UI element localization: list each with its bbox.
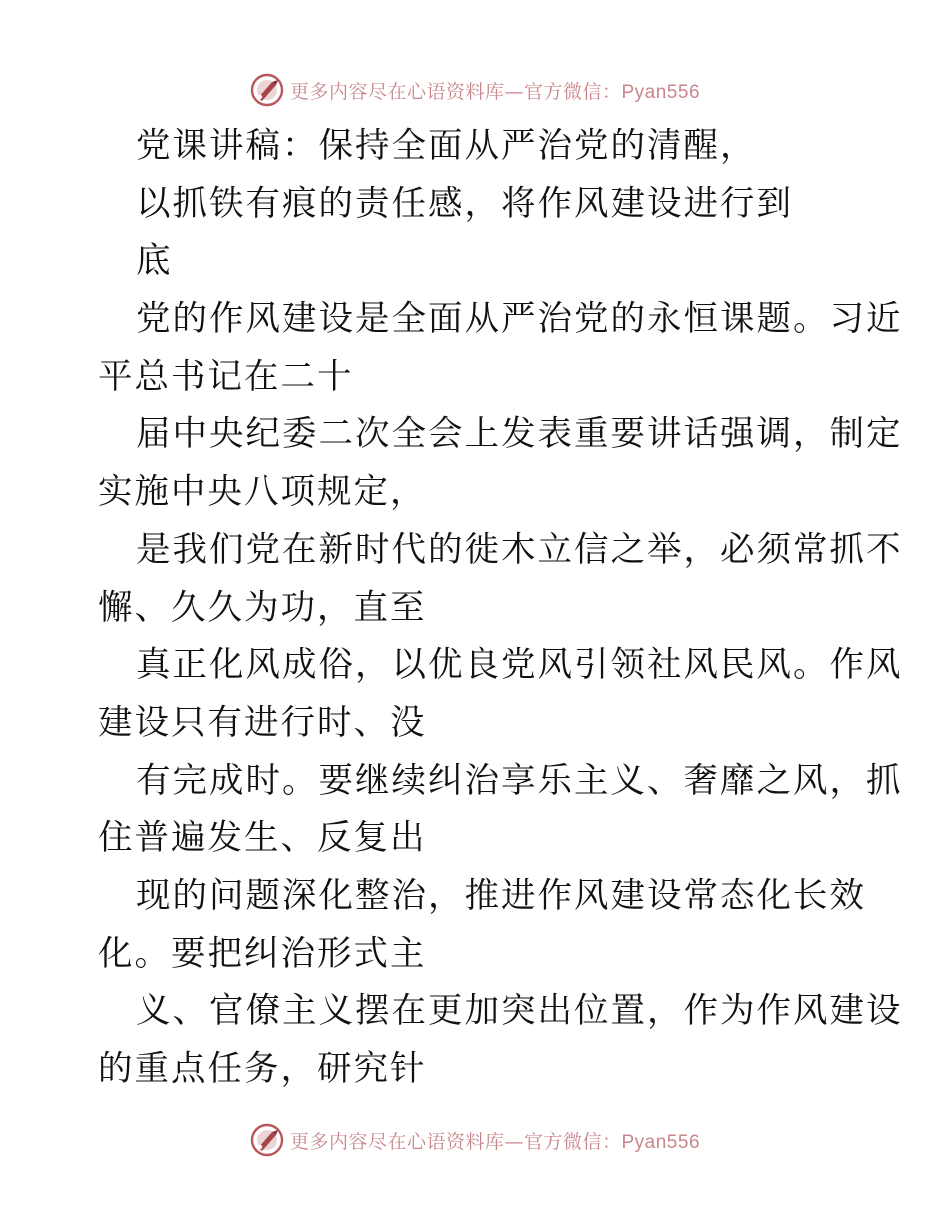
pen-seal-logo-icon (250, 73, 284, 107)
paragraph-line: 懈、久久为功，直至 (98, 587, 427, 628)
footer-banner-text (290, 1127, 700, 1154)
paragraph-line: 建设只有进行时、没 (98, 702, 427, 743)
paragraph-line: 现的问题深化整治，推进作风建设常态化长效 (136, 875, 866, 916)
title-line-3: 底 (136, 241, 173, 282)
header-banner-label: 更多内容尽在心语资料库—官方微信： (289, 80, 622, 103)
paragraph-line: 实施中央八项规定， (98, 472, 427, 513)
header-banner-text (290, 77, 700, 104)
footer-banner-label: 更多内容尽在心语资料库—官方微信： (289, 1130, 622, 1153)
pen-seal-logo-icon (250, 1123, 284, 1157)
paragraph-line: 届中央纪委二次全会上发表重要讲话强调，制定 (136, 414, 903, 455)
document-body (98, 118, 903, 1099)
paragraph-line: 平总书记在二十 (98, 356, 354, 397)
title-line-2: 以抓铁有痕的责任感，将作风建设进行到 (136, 183, 793, 224)
paragraph-line: 住普遍发生、反复出 (98, 818, 427, 859)
paragraph-line: 有完成时。要继续纠治享乐主义、奢靡之风，抓 (136, 760, 903, 801)
paragraph-line: 真正化风成俗，以优良党风引领社风民风。作风 (136, 645, 903, 686)
paragraph-line: 党的作风建设是全面从严治党的永恒课题。习近 (136, 299, 903, 340)
header-banner-handle: Pyan556 (621, 81, 701, 103)
footer-banner (0, 1120, 950, 1160)
paragraph-line: 的重点任务，研究针 (98, 1049, 427, 1089)
paragraph-line: 化。要把纠治形式主 (98, 933, 427, 974)
paragraph-line: 义、官僚主义摆在更加突出位置，作为作风建设 (136, 991, 903, 1032)
header-banner (0, 70, 950, 110)
footer-banner-handle: Pyan556 (621, 1131, 701, 1153)
paragraph-line: 是我们党在新时代的徙木立信之举，必须常抓不 (136, 529, 903, 570)
title-line-1: 党课讲稿：保持全面从严治党的清醒， (136, 126, 757, 166)
